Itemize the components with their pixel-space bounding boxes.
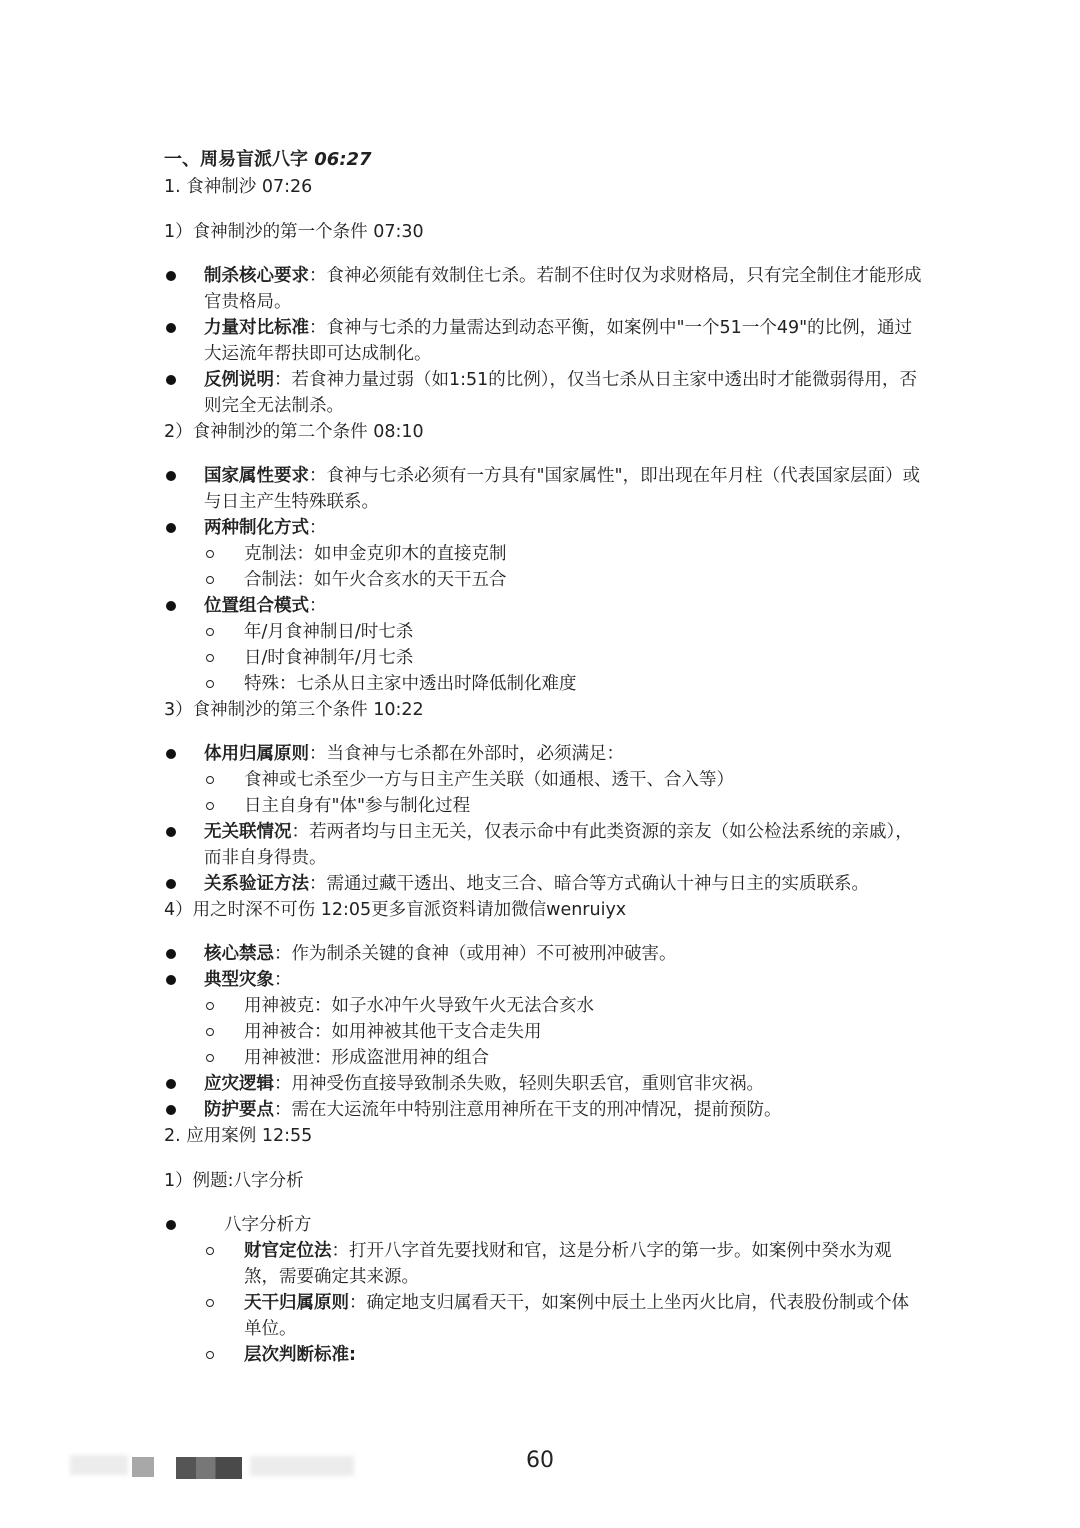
item-label: 位置组合模式 [204, 596, 309, 616]
item-label: 力量对比标准 [204, 318, 309, 338]
list-item [164, 871, 924, 897]
sub-item-text: 日/时食神制年/月七杀 [244, 648, 414, 668]
list-item [164, 367, 924, 419]
item-label: 反例说明 [204, 370, 274, 390]
sub-list-item [164, 1290, 924, 1342]
condition-2-list [164, 463, 924, 697]
condition-1-list [164, 263, 924, 419]
circle-bullet-icon [206, 1351, 214, 1359]
item-text: ： [309, 596, 327, 616]
list-item [164, 1212, 924, 1238]
sub-item-text: ：打开八字首先要找财和官，这是分析八字的第一步。如案例中癸水为观煞，需要确定其来源。 [244, 1241, 892, 1287]
sub-item-text: 特殊：七杀从日主家中透出时降低制化难度 [244, 674, 577, 694]
bullet-icon [166, 1079, 176, 1089]
item-label: 两种制化方式 [204, 518, 309, 538]
sub-list-item [164, 1019, 924, 1045]
item-label: 制杀核心要求 [204, 266, 309, 286]
sub-item-text: 合制法：如午火合亥水的天干五合 [244, 570, 507, 590]
item-label: 无关联情况 [204, 822, 292, 842]
list-item [164, 967, 924, 993]
item-text: ： [274, 970, 292, 990]
example-1-list [164, 1212, 924, 1368]
bullet-icon [166, 879, 176, 889]
condition-heading-3: 3）食神制沙的第三个条件 10:22 [164, 700, 424, 720]
circle-bullet-icon [206, 1002, 214, 1010]
sub-list-item [164, 619, 924, 645]
item-label: 国家属性要求 [204, 466, 309, 486]
item-label: 防护要点 [204, 1100, 274, 1120]
bullet-icon [166, 1105, 176, 1115]
condition-3-list [164, 741, 924, 897]
bullet-icon [166, 949, 176, 959]
subsection-heading-2: 2. 应用案例 12:55 [164, 1126, 313, 1146]
item-label: 关系验证方法 [204, 874, 309, 894]
circle-bullet-icon [206, 550, 214, 558]
sub-item-text: 用神被泄：形成盗泄用神的组合 [244, 1048, 489, 1068]
page-number: 60 [526, 1448, 554, 1473]
circle-bullet-icon [206, 1299, 214, 1307]
item-text: ：当食神与七杀都在外部时，必须满足： [309, 744, 624, 764]
circle-bullet-icon [206, 654, 214, 662]
item-text: 八字分析方 [224, 1215, 312, 1235]
sub-list-item [164, 1342, 924, 1368]
sub-item-text: 日主自身有"体"参与制化过程 [244, 796, 471, 816]
sub-list-item [164, 993, 924, 1019]
list-item [164, 941, 924, 967]
bullet-icon [166, 601, 176, 611]
sub-list-item [164, 1045, 924, 1071]
condition-heading-1: 1）食神制沙的第一个条件 07:30 [164, 222, 424, 242]
circle-bullet-icon [206, 628, 214, 636]
circle-bullet-icon [206, 1054, 214, 1062]
bullet-icon [166, 975, 176, 985]
item-text: ：需在大运流年中特别注意用神所在干支的刑冲情况，提前预防。 [274, 1100, 782, 1120]
sub-item-text: 克制法：如申金克卯木的直接克制 [244, 544, 507, 564]
section-title-text: 一、周易盲派八字 [164, 149, 308, 170]
item-text: ： [309, 518, 327, 538]
section-title [164, 146, 924, 174]
list-item [164, 1071, 924, 1097]
circle-bullet-icon [206, 576, 214, 584]
list-item [164, 315, 924, 367]
bullet-icon [166, 375, 176, 385]
sub-item-text: 用神被合：如用神被其他干支合走失用 [244, 1022, 542, 1042]
sub-list-item [164, 793, 924, 819]
item-label: 典型灾象 [204, 970, 274, 990]
sub-list-item [164, 541, 924, 567]
list-item [164, 741, 924, 767]
list-item [164, 515, 924, 541]
sub-list-item [164, 1238, 924, 1290]
list-item [164, 1097, 924, 1123]
item-text: ：食神与七杀的力量需达到动态平衡，如案例中"一个51一个49"的比例，通过大运流年帮扶即可达成制化。 [204, 318, 913, 364]
item-text: ：用神受伤直接导致制杀失败，轻则失职丢官，重则官非灾祸。 [274, 1074, 764, 1094]
item-text: ：作为制杀关键的食神（或用神）不可被刑冲破害。 [274, 944, 677, 964]
item-text: ：食神与七杀必须有一方具有"国家属性"，即出现在年月柱（代表国家层面）或与日主产生特殊联系。 [204, 466, 921, 512]
bullet-icon [166, 1220, 176, 1230]
section-time: 06:27 [314, 149, 372, 170]
sub-list-item [164, 671, 924, 697]
condition-heading-2: 2）食神制沙的第二个条件 08:10 [164, 422, 424, 442]
list-item [164, 463, 924, 515]
circle-bullet-icon [206, 680, 214, 688]
subsection-heading-1: 1. 食神制沙 07:26 [164, 177, 313, 197]
document-body [164, 146, 924, 1368]
item-text: ：食神必须能有效制住七杀。若制不住时仅为求财格局，只有完全制住才能形成官贵格局。 [204, 266, 922, 312]
list-item [164, 593, 924, 619]
sub-item-label: 层次判断标准 [244, 1345, 349, 1365]
circle-bullet-icon [206, 1028, 214, 1036]
list-item [164, 263, 924, 315]
sub-list-item [164, 645, 924, 671]
sub-item-text: : [349, 1345, 356, 1365]
item-text: ：需通过藏干透出、地支三合、暗合等方式确认十神与日主的实质联系。 [309, 874, 869, 894]
sub-item-label: 财官定位法 [244, 1241, 332, 1261]
sub-item-text: 食神或七杀至少一方与日主产生关联（如通根、透干、合入等） [244, 770, 734, 790]
list-item [164, 819, 924, 871]
bullet-icon [166, 523, 176, 533]
item-label: 核心禁忌 [204, 944, 274, 964]
example-heading-1: 1）例题:八字分析 [164, 1171, 304, 1191]
bullet-icon [166, 827, 176, 837]
sub-item-text: ：确定地支归属看天干，如案例中辰土上坐丙火比肩，代表股份制或个体单位。 [244, 1293, 909, 1339]
item-text: ：若食神力量过弱（如1:51的比例），仅当七杀从日主家中透出时才能微弱得用，否则完全无法制杀。 [204, 370, 918, 416]
circle-bullet-icon [206, 776, 214, 784]
circle-bullet-icon [206, 1247, 214, 1255]
item-label: 应灾逻辑 [204, 1074, 274, 1094]
bullet-icon [166, 471, 176, 481]
condition-heading-4: 4）用之时深不可伤 12:05更多盲派资料请加微信wenruiyx [164, 900, 627, 920]
sub-list-item [164, 567, 924, 593]
sub-item-label: 天干归属原则 [244, 1293, 349, 1313]
item-label: 体用归属原则 [204, 744, 309, 764]
bullet-icon [166, 271, 176, 281]
bullet-icon [166, 749, 176, 759]
condition-4-list [164, 941, 924, 1123]
sub-list-item [164, 767, 924, 793]
sub-item-text: 年/月食神制日/时七杀 [244, 622, 414, 642]
item-text: ：若两者均与日主无关，仅表示命中有此类资源的亲友（如公检法系统的亲戚），而非自身得贵。 [204, 822, 913, 868]
bullet-icon [166, 323, 176, 333]
circle-bullet-icon [206, 802, 214, 810]
sub-item-text: 用神被克：如子水冲午火导致午火无法合亥水 [244, 996, 594, 1016]
